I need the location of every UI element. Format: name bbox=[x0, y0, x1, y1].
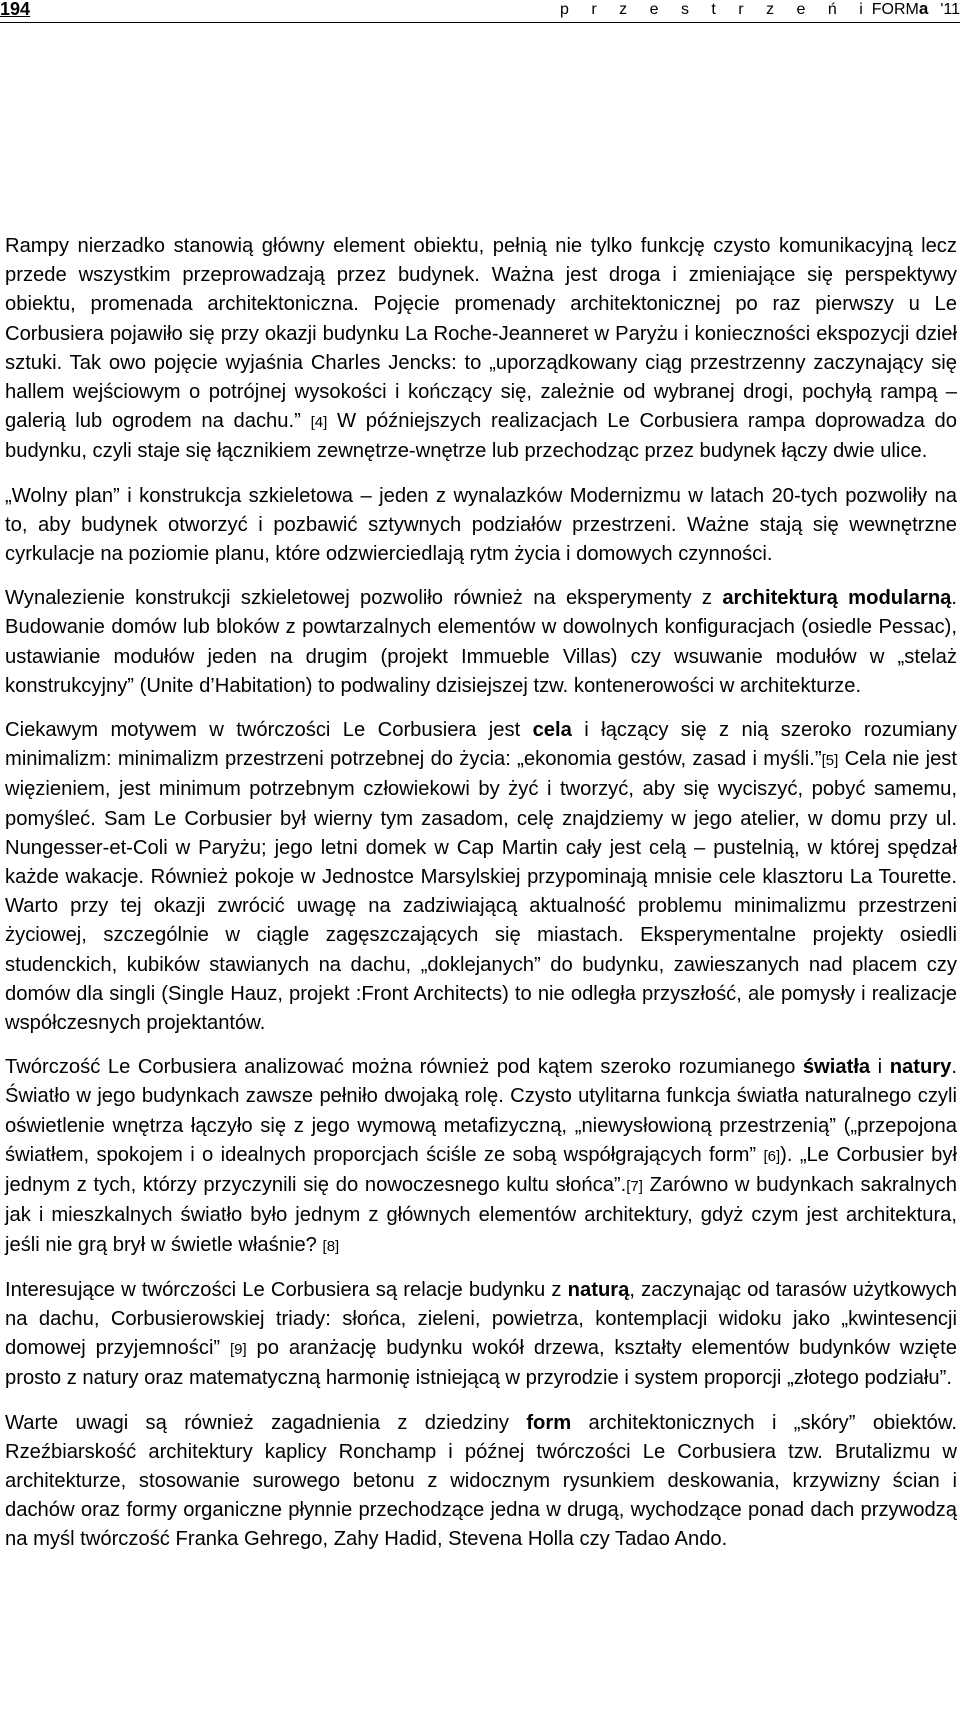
bold-term: architekturą modularną bbox=[722, 587, 952, 610]
text-run: Warte uwagi są również zagadnienia z dziedziny bbox=[5, 1411, 527, 1434]
paragraph bbox=[5, 716, 957, 1038]
bold-term: natury bbox=[889, 1056, 952, 1079]
citation-ref: [9] bbox=[230, 1341, 247, 1359]
citation-ref: [8] bbox=[322, 1237, 340, 1255]
paragraph bbox=[5, 584, 957, 701]
page-number: 194 bbox=[0, 0, 31, 19]
citation-ref: [6] bbox=[763, 1147, 781, 1165]
text-run: W późniejszych realizacjach Le Corbusiera rampa doprowadza do budynku, czyli staje się łącznikiem zewnętrze-wnętrze lub przechodząc przez budynek łączy dwie ulice. bbox=[5, 410, 957, 463]
journal-year: '11 bbox=[940, 1, 960, 18]
bold-term: światła bbox=[802, 1056, 871, 1079]
citation-ref: [7] bbox=[626, 1178, 643, 1196]
bold-term: naturą bbox=[567, 1278, 630, 1301]
citation-ref: [5] bbox=[821, 752, 839, 770]
journal-name bbox=[560, 0, 960, 19]
text-run: Twórczość Le Corbusiera analizować można również pod kątem szeroko rozumianego bbox=[5, 1056, 803, 1079]
paragraph bbox=[5, 1053, 957, 1260]
article-body bbox=[5, 232, 957, 1555]
journal-title-a: a bbox=[918, 0, 929, 18]
bold-term: form bbox=[526, 1411, 572, 1434]
paragraph bbox=[5, 1409, 957, 1555]
bold-term: cela bbox=[532, 719, 572, 742]
text-run: Cela nie jest więzieniem, jest minimum potrzebnym człowiekowi by żyć i tworzyć, aby się wyciszyć, pobyć samemu, pomyśleć. Sam Le Corbusier był wierny tym zasadom, celę znajdziemy w jego atelier, w domu przy ul. Nungesser-et-Coli w Paryżu; jego letni domek w Cap Martin cały jest celą – pustelnią, w której spędzał każde wakacje. Również pokoje w Jednostce Marsylskiej przypominają mnisie cele klasztoru La Tourette. Warto przy tej okazji zwrócić uwagę na zadziwiającą aktualność problemu minimalizmu przestrzeni życiowej, szczególnie w ciągle zagęszczających się miastach. Eksperymentalne projekty osiedli studenckich, kubików stawianych na dachu, „doklejanych” do budynku, zawieszanych nad placem czy domów dla singli (Single Hauz, projekt :Front Architects) to nie odległa przyszłość, ale pomysły i realizacje współczesnych projektantów. bbox=[5, 748, 957, 1035]
text-run: architektonicznych i „skóry” obiektów. Rzeźbiarskość architektury kaplicy Ronchamp i późnej twórczości Le Corbusiera tzw. Brutalizmu w architekturze, stosowanie surowego betonu z widocznym rysunkiem deskowania, krzywizny ścian i dachów oraz formy organiczne płynnie przechodzące jedna w drugą, wychodzące ponad dach przywodzą na myśl twórczość Franka Gehrego, Zahy Hadid, Stevena Holla czy Tadao Ando. bbox=[5, 1411, 957, 1551]
paragraph bbox=[5, 1276, 957, 1394]
text-run: po aranżację budynku wokół drzewa, kształty elementów budynków wzięte prosto z natury oraz matematyczną harmonię istniejącą w przyrodzie i system proporcji „złotego podziału”. bbox=[5, 1337, 957, 1390]
citation-ref: [4] bbox=[310, 414, 328, 432]
page-header bbox=[0, 0, 960, 23]
journal-title-form: FORM bbox=[871, 1, 919, 18]
text-run: . Budowanie domów lub bloków z powtarzalnych elementów w dowolnych konfiguracjach (osiedle Pessac), ustawianie modułów jeden na drugim (projekt Immueble Villas) czy wsuwanie modułów w „stelaż konstrukcyjny” (Unite d’Habitation) to podwaliny dzisiejszej tzw. kontenerowości w architekturze. bbox=[5, 587, 957, 697]
text-run: Zarówno w budynkach sakralnych jak i mieszkalnych światło było jednym z głównych elementów architektury, gdyż czym jest architektura, jeśli nie grą brył w świetle właśnie? bbox=[5, 1174, 957, 1256]
text-run: „Wolny plan” i konstrukcja szkieletowa – jeden z wynalazków Modernizmu w latach 20-tych pozwoliły na to, aby budynek otworzyć i pozbawić sztywnych podziałów przestrzeni. Ważne stają się wewnętrzne cyrkulacje na poziomie planu, które odzwierciedlają rytm życia i domowych czynności. bbox=[5, 484, 957, 566]
paragraph bbox=[5, 232, 957, 467]
text-run: i łączący się z nią szeroko rozumiany minimalizm: minimalizm przestrzeni potrzebnej do życia: „ekonomia gestów, zasad i myśli.” bbox=[5, 719, 957, 771]
paragraph bbox=[5, 482, 957, 570]
text-run: Ciekawym motywem w twórczości Le Corbusiera jest bbox=[5, 719, 533, 742]
text-run: ). „Le Corbusier był jednym z tych, którzy przyczynili się do nowoczesnego kultu słońca”. bbox=[5, 1143, 957, 1197]
text-run: . Światło w jego budynkach zawsze pełniło dwojaką rolę. Czysto utylitarna funkcja światła naturalnego czyli oświetlenie wnętrza łączyło się z jego wymową metafizyczną, „niewysłowioną przestrzenią” („przepojona światłem, spokojem i o idealnych proporcjach ściśle ze sobą współgrających form” bbox=[5, 1056, 957, 1166]
journal-title-spaced: p r z e s t r z e ń i bbox=[560, 1, 872, 18]
text-run: Wynalezienie konstrukcji szkieletowej pozwoliło również na eksperymenty z bbox=[5, 587, 723, 610]
text-run: , zaczynając od tarasów użytkowych na dachu, Corbusierowskiej triady: słońca, zieleni, powietrza, kontemplacji widoku jako „kwintesencji domowej przyjemności” bbox=[5, 1278, 957, 1360]
text-run: i bbox=[870, 1056, 890, 1079]
text-run: Rampy nierzadko stanowią główny element obiektu, pełnią nie tylko funkcję czysto komunikacyjną lecz przede wszystkim przeprowadzają przez budynek. Ważna jest droga i zmieniające się perspektywy obiektu, promenada architektoniczna. Pojęcie promenady architektonicznej po raz pierwszy u Le Corbusiera pojawiło się przy okazji budynku La Roche-Jeanneret w Paryżu i konieczności ekspozycji dzieł sztuki. Tak owo pojęcie wyjaśnia Charles Jencks: to „uporządkowany ciąg przestrzenny zaczynający się hallem wejściowym o potrójnej wysokości i kończący się, zależnie od wybranej drogi, pochyłą rampą – galerią lub ogrodem na dachu.” bbox=[5, 235, 957, 433]
text-run: Interesujące w twórczości Le Corbusiera są relacje budynku z bbox=[5, 1278, 568, 1301]
